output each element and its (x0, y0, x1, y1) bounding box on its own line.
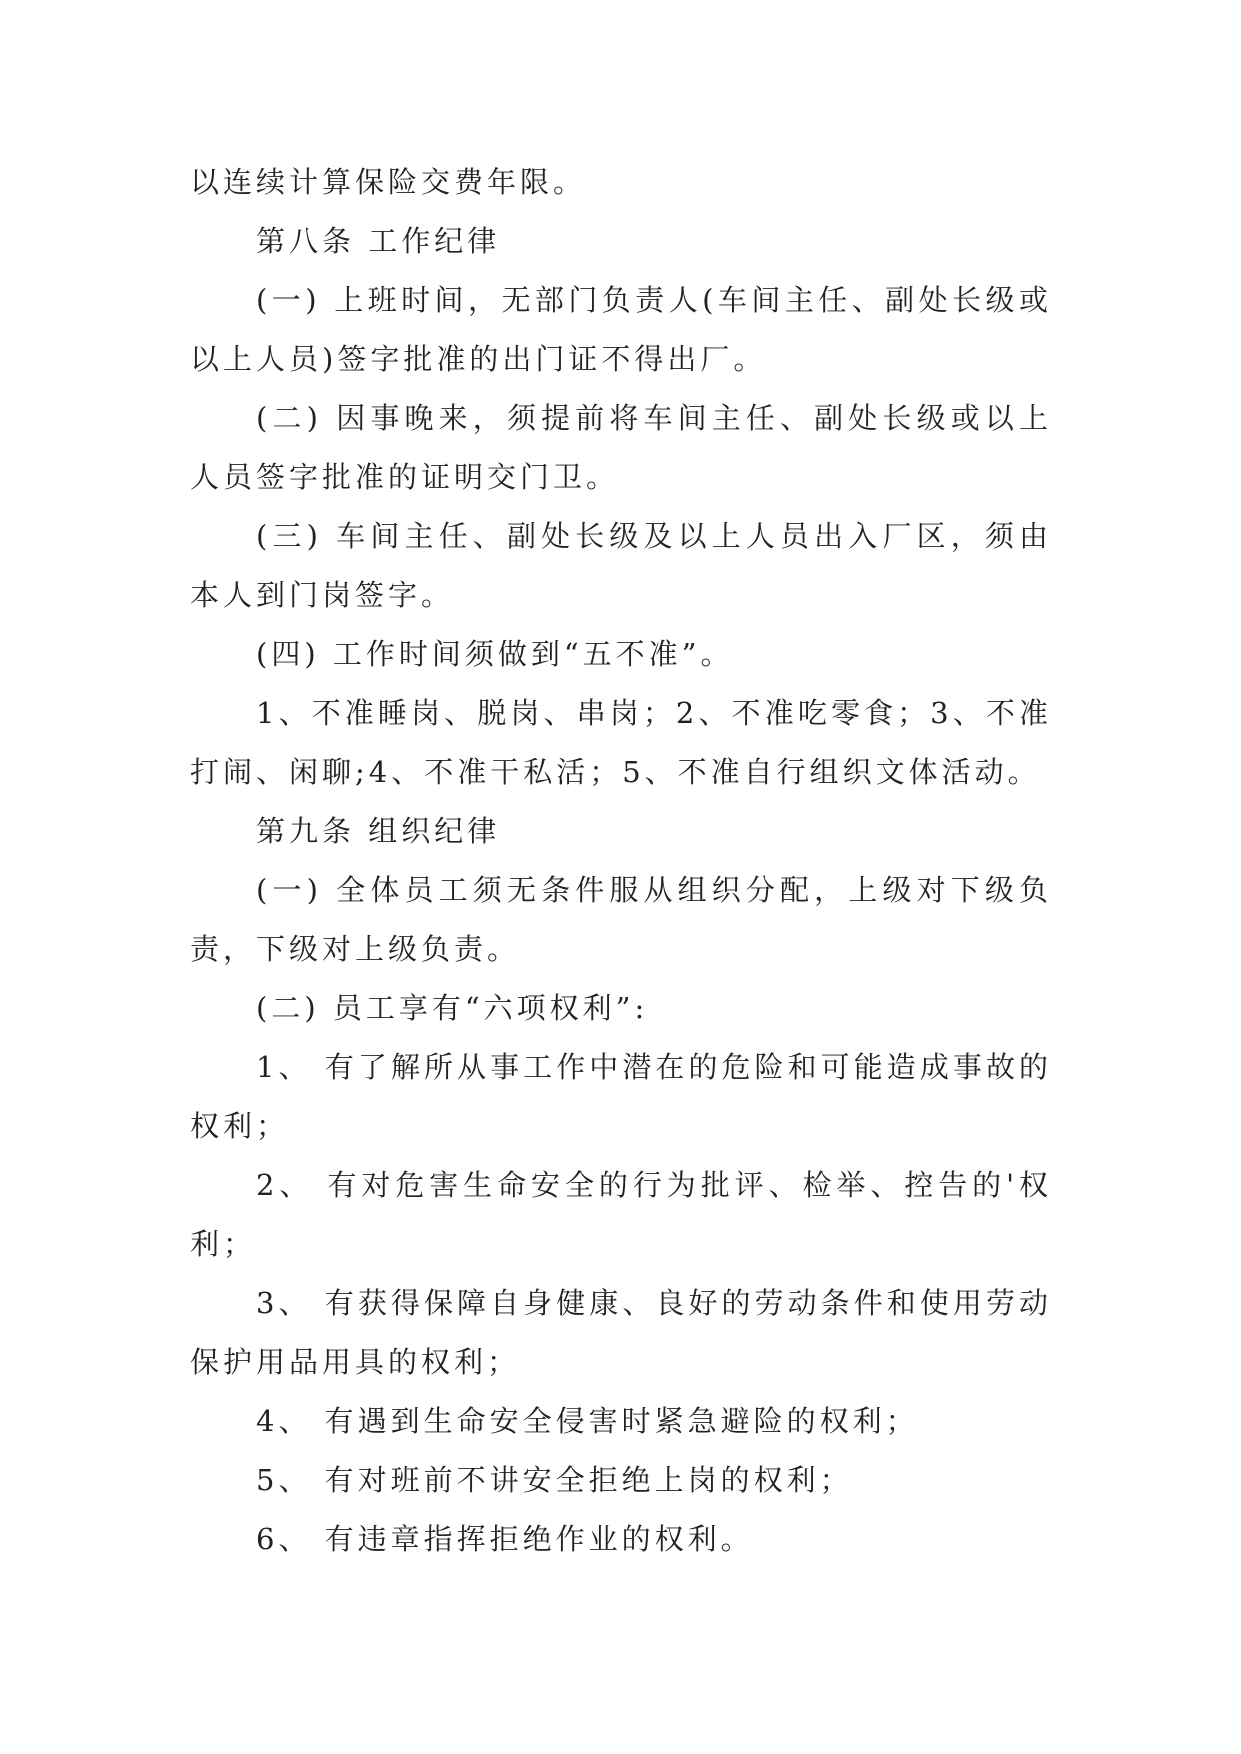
document-body (190, 153, 1052, 1569)
paragraph-insurance-years: 以连续计算保险交费年限。 (190, 165, 587, 199)
paragraph-prohibition-list: 1、不准睡岗、脱岗、串岗；2、不准吃零食；3、不准打闹、闲聊;4、不准干私活；5、不准自行组织文体活动。 (190, 696, 1052, 789)
paragraph-late-arrival: (二) 因事晚来，须提前将车间主任、副处长级或以上人员签字批准的证明交门卫。 (190, 401, 1052, 494)
paragraph-obey-assignment: (一) 全体员工须无条件服从组织分配，上级对下级负责，下级对上级负责。 (190, 873, 1052, 966)
paragraph-five-prohibitions: (四) 工作时间须做到“五不准”。 (256, 637, 734, 671)
paragraph-manager-entry: (三) 车间主任、副处长级及以上人员出入厂区，须由本人到门岗签字。 (190, 519, 1052, 612)
list-item-right-2: 2、 有对危害生命安全的行为批评、检举、控告的'权利； (190, 1168, 1052, 1261)
list-item-right-3: 3、 有获得保障自身健康、良好的劳动条件和使用劳动保护用品用具的权利； (190, 1286, 1052, 1379)
heading-article-8-work-discipline: 第八条 工作纪律 (256, 224, 501, 258)
list-item-right-6: 6、 有违章指挥拒绝作业的权利。 (256, 1522, 754, 1556)
list-item-right-4: 4、 有遇到生命安全侵害时紧急避险的权利； (256, 1404, 919, 1438)
list-item-right-1: 1、 有了解所从事工作中潜在的危险和可能造成事故的权利； (190, 1050, 1052, 1143)
list-item-right-5: 5、 有对班前不讲安全拒绝上岗的权利； (256, 1463, 853, 1497)
heading-article-9-organization-discipline: 第九条 组织纪律 (256, 814, 501, 848)
paragraph-six-rights: (二) 员工享有“六项权利”: (256, 991, 649, 1025)
paragraph-exit-permit: (一) 上班时间，无部门负责人(车间主任、副处长级或以上人员)签字批准的出门证不得出厂。 (190, 283, 1052, 376)
